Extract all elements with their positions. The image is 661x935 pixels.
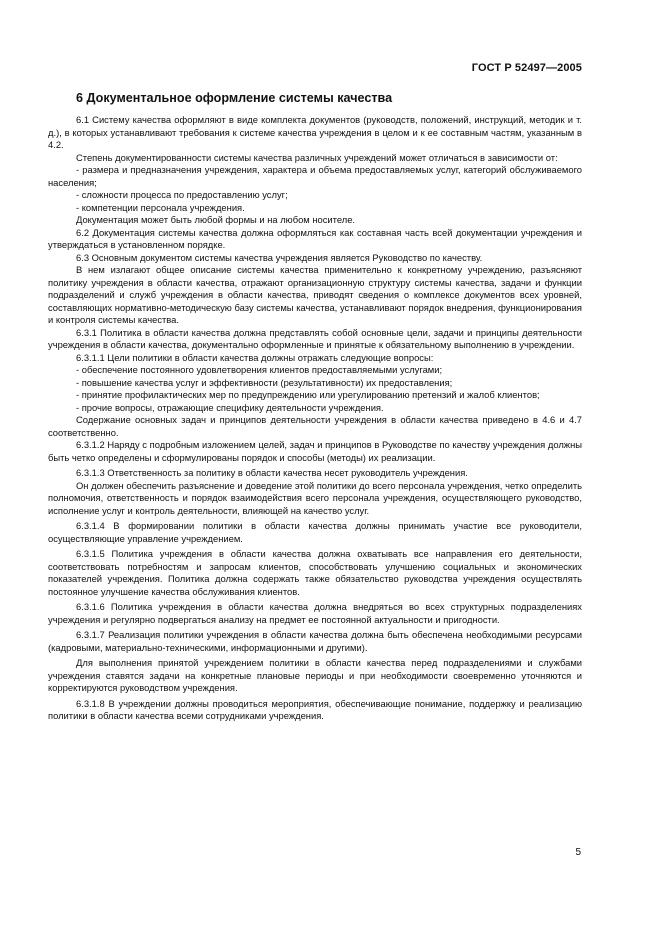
- paragraph: В нем излагают общее описание системы качества применительно к конкретному учреждению, разъясняют политику учреждения в области качества, отражают организационную структуру системы качества, задачи и функции подразделений и служб учреждения в области качества, приводят сведения о комплексе документов всех уровней, составляющих нормативно-методическую базу системы качества, устанавливают порядок внедрения, функционирования и контроля системы качества.: [48, 264, 582, 325]
- paragraph: 6.3.1.3 Ответственность за политику в области качества несет руководитель учреждения.: [76, 467, 468, 478]
- list-item: - компетенции персонала учреждения.: [76, 201, 245, 213]
- list-item: - размера и предназначения учреждения, характера и объема предоставляемых услуг, категорий обслуживаемого населения;: [48, 164, 582, 188]
- paragraph: 6.3.1.1 Цели политики в области качества должны отражать следующие вопросы:: [76, 351, 434, 363]
- paragraph: 6.3.1 Политика в области качества должна представлять собой основные цели, задачи и принципы деятельности учреждения в области качества, документально оформленные и принятые к обязательному выполнению в учреждении.: [48, 326, 582, 350]
- paragraph: 6.3.1.5 Политика учреждения в области качества должна охватывать все направления его деятельности, соответствовать потребностям и запросам клиентов, способствовать улучшению социальных и экономических показателей учреждения. Политика должна содержать также обязательство руководства учреждения осуществлять постоянное улучшение качества обслуживания клиентов.: [48, 548, 582, 597]
- list-item: - сложности процесса по предоставлению услуг;: [76, 189, 288, 200]
- paragraph: 6.1 Систему качества оформляют в виде комплекта документов (руководств, положений, инструкций, методик и т. д.), в которых устанавливают требования к системе качества учреждения в целом и к ее составным частям, указанным в 4.2.: [48, 114, 582, 150]
- paragraph: 6.3.1.4 В формировании политики в области качества должны принимать участие все руководители, осуществляющие управление учреждением.: [48, 520, 582, 544]
- paragraph: Для выполнения принятой учреждением политики в области качества перед подразделениями и службами учреждения ставятся задачи на конкретные плановые периоды и при необходимости своевременно уточняются и корректируются руководством учреждения.: [48, 657, 582, 693]
- paragraph: 6.3.1.8 В учреждении должны проводиться мероприятия, обеспечивающие понимание, поддержку и реализацию политики в области качества всеми сотрудниками учреждения.: [48, 697, 582, 721]
- paragraph: Документация может быть любой формы и на любом носителе.: [76, 214, 356, 225]
- page-number: 5: [575, 847, 581, 858]
- list-item: - прочие вопросы, отражающие специфику деятельности учреждения.: [76, 401, 384, 413]
- paragraph: 6.3.1.7 Реализация политики учреждения в области качества должна быть обеспечена необходимыми ресурсами (кадровыми, материально-техническими, информационными и другими).: [48, 629, 582, 653]
- paragraph: Содержание основных задач и принципов деятельности учреждения в области качества приведено в 4.6 и 4.7 соответственно.: [48, 414, 582, 438]
- paragraph: 6.3.1.6 Политика учреждения в области качества должна внедряться во всех структурных подразделениях учреждения и регулярно подвергаться анализу на предмет ее постоянной актуальности и пригодности.: [48, 601, 582, 625]
- paragraph: Степень документированности системы качества различных учреждений может отличаться в зависимости от:: [76, 151, 558, 163]
- list-item: - обеспечение постоянного удовлетворения клиентов предоставляемыми услугами;: [76, 364, 443, 375]
- paragraph: Он должен обеспечить разъяснение и доведение этой политики до всего персонала учреждения, четко определить полномочия, ответственность и порядок взаимодействия всего персонала учреждения, осуществляющего руководство, исполнение услуг и контроль деятельности, влияющей на качество услуг.: [48, 479, 582, 516]
- list-item: - повышение качества услуг и эффективности (результативности) их предоставления;: [76, 376, 453, 388]
- document-body: [48, 90, 582, 723]
- paragraph: 6.3 Основным документом системы качества учреждения является Руководство по качеству.: [76, 251, 483, 263]
- paragraph: 6.2 Документация системы качества должна оформляться как составная часть всей документации учреждения и утверждаться в установленном порядке.: [48, 226, 582, 250]
- standard-designation: ГОСТ Р 52497—2005: [471, 62, 582, 74]
- list-item: - принятие профилактических мер по предупреждению или урегулированию претензий и жалоб клиентов;: [76, 389, 540, 400]
- section-title: 6 Документальное оформление системы качества: [76, 91, 393, 105]
- paragraph: 6.3.1.2 Наряду с подробным изложением целей, задач и принципов в Руководстве по качеству учреждения должны быть четко определены и сформулированы порядок и способы (методы) их реализации.: [48, 439, 582, 463]
